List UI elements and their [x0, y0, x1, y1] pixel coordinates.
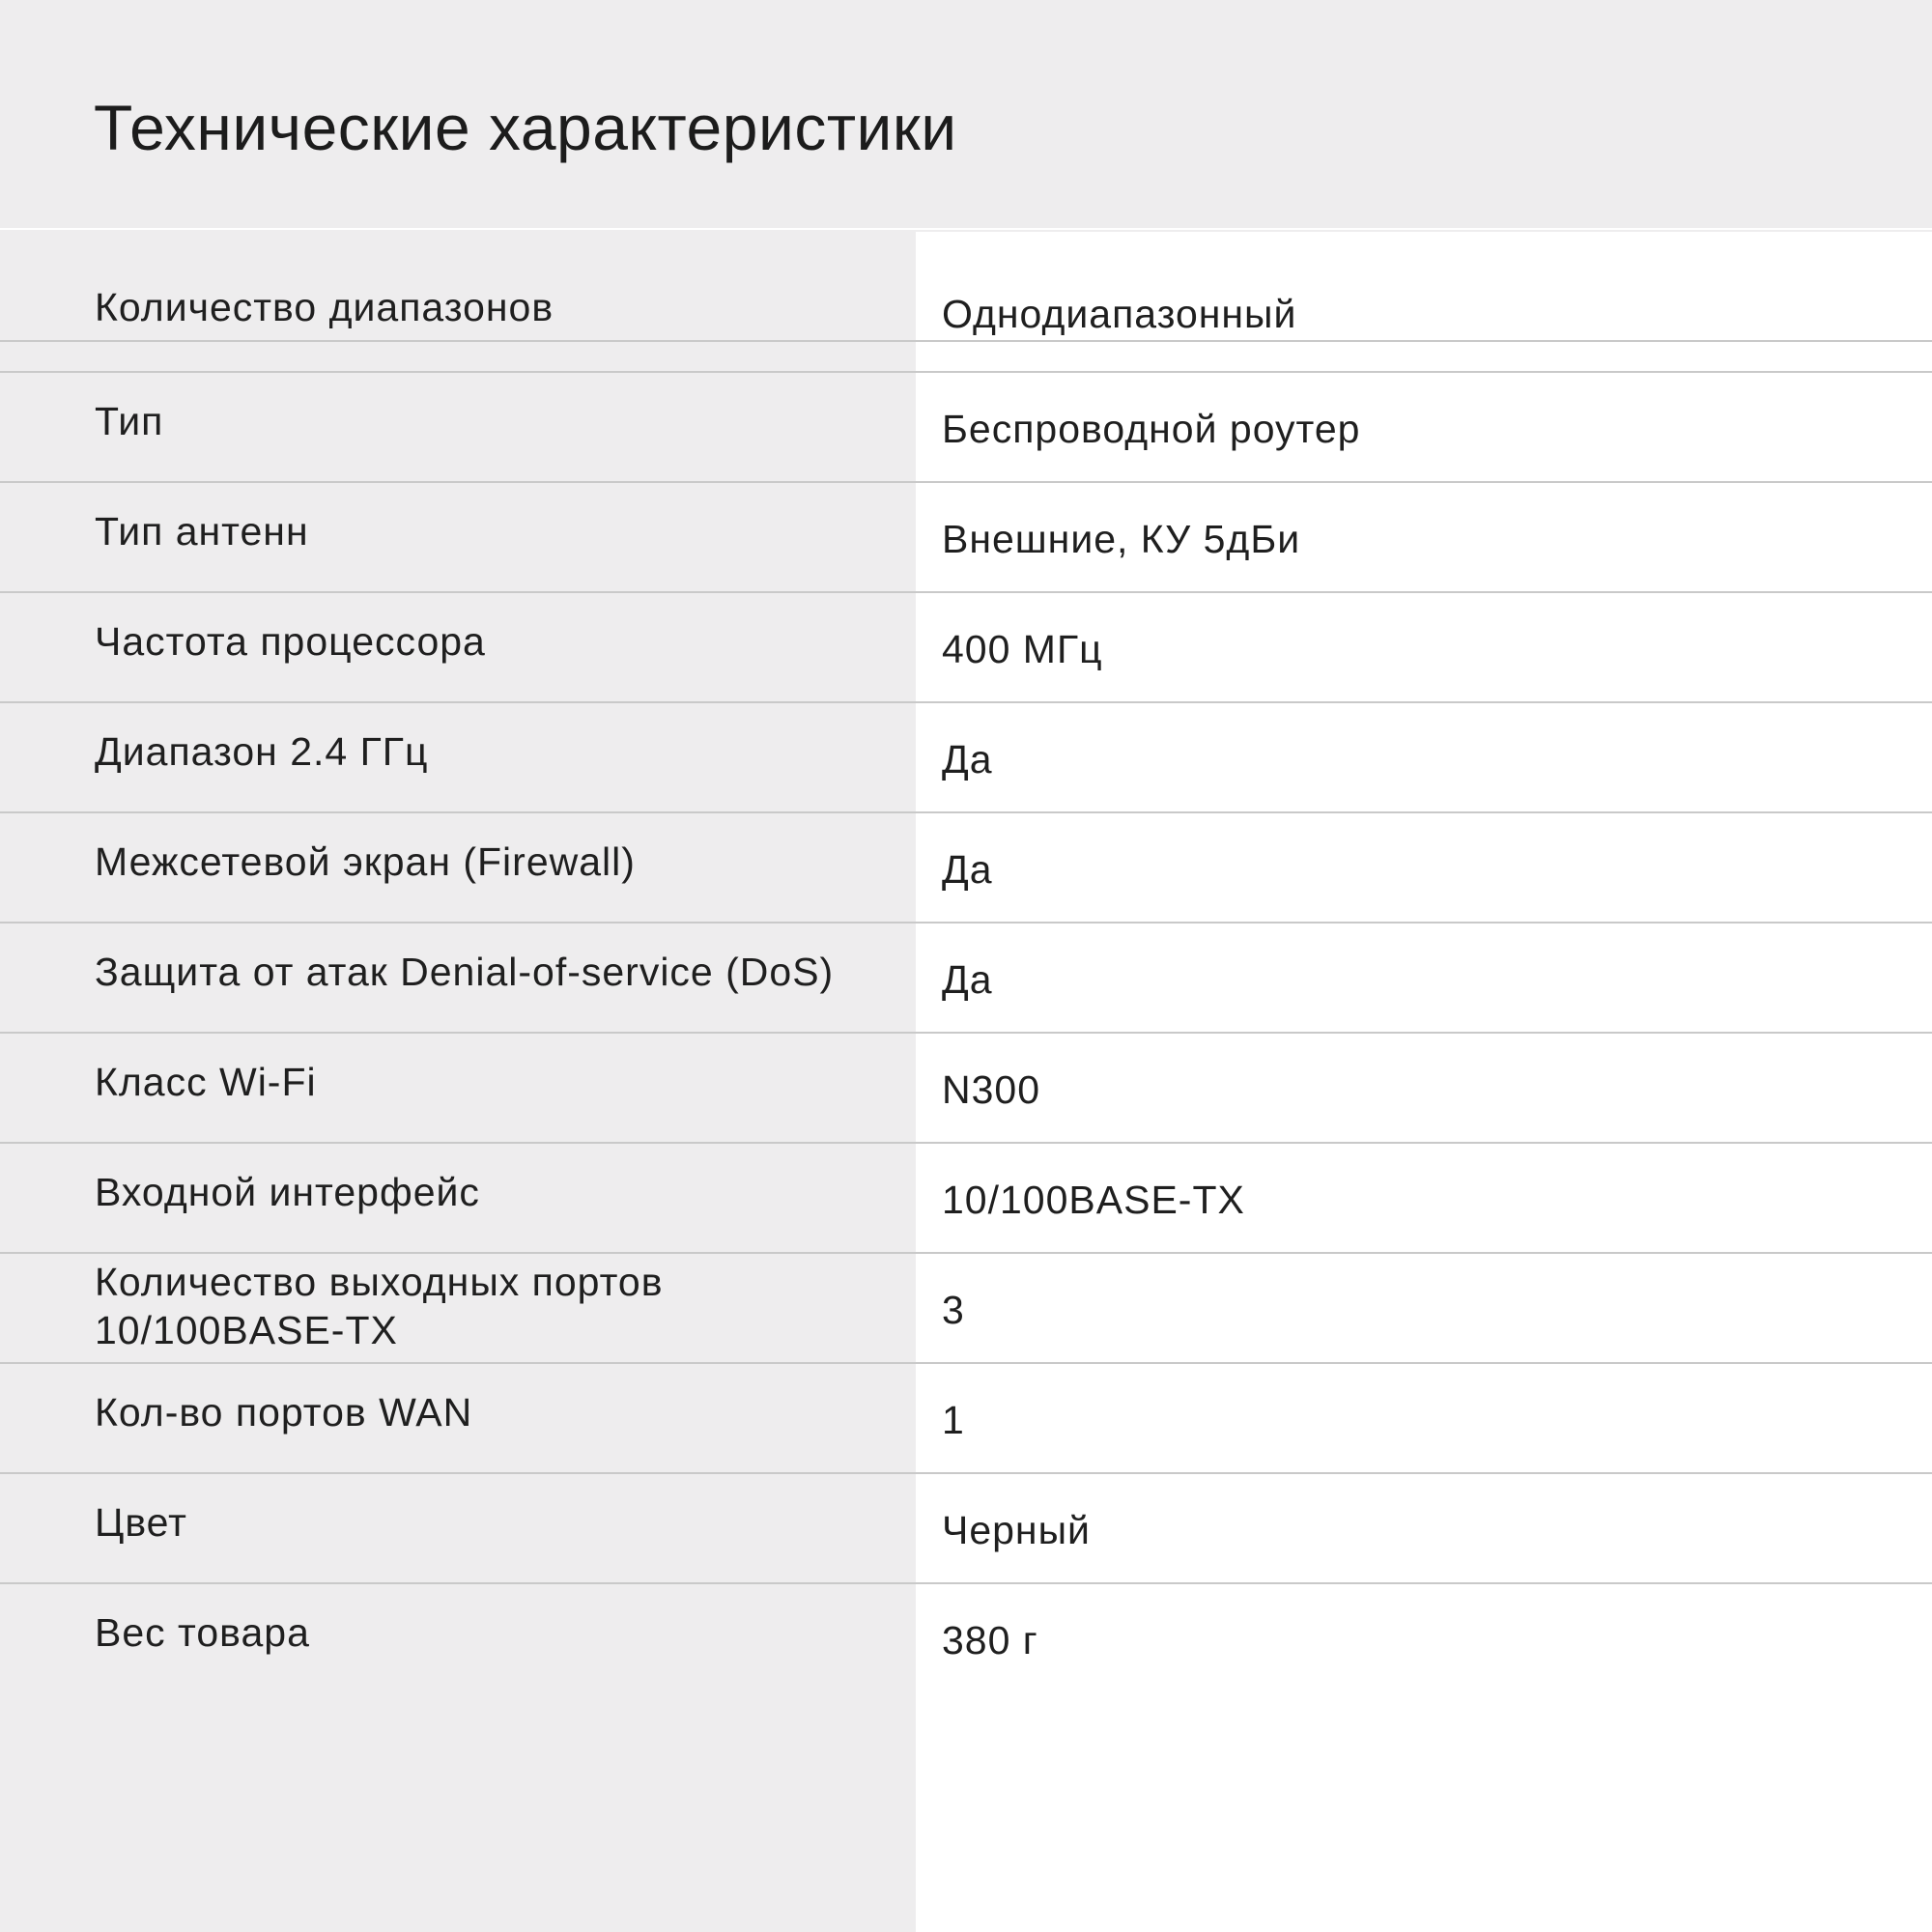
spec-label: Частота процессора: [95, 619, 486, 664]
spec-row: [0, 483, 1932, 593]
spec-value: Однодиапазонный: [942, 292, 1297, 336]
spec-row-divider: [0, 232, 1932, 373]
spec-label: Входной интерфейс: [95, 1170, 480, 1214]
spec-label: Количество диапазонов: [95, 285, 554, 329]
spec-label: Защита от атак Denial-of-service (DoS): [95, 950, 835, 994]
page-title: Технические характеристики: [94, 92, 957, 163]
spec-label: Класс Wi-Fi: [95, 1060, 317, 1104]
spec-row: [0, 1034, 1932, 1144]
spec-row: [0, 1254, 1932, 1364]
spec-label: Диапазон 2.4 ГГц: [95, 729, 429, 774]
spec-label: Количество выходных портов 10/100BASE-TX: [95, 1260, 664, 1352]
spec-value: Черный: [942, 1508, 1091, 1552]
spec-row: [0, 373, 1932, 483]
spec-row: [0, 1584, 1932, 1694]
spec-value: 3: [942, 1288, 965, 1332]
spec-value: Беспроводной роутер: [942, 407, 1361, 451]
spec-label: Кол-во портов WAN: [95, 1390, 473, 1435]
spec-value: 400 МГц: [942, 627, 1103, 671]
spec-value: 10/100BASE-TX: [942, 1178, 1245, 1222]
spec-value: Да: [942, 847, 993, 892]
spec-row: [0, 813, 1932, 923]
page-header: [0, 0, 1932, 230]
spec-label: Межсетевой экран (Firewall): [95, 839, 636, 884]
spec-label: Вес товара: [95, 1610, 310, 1655]
spec-value: Да: [942, 957, 993, 1002]
spec-row: [0, 1474, 1932, 1584]
spec-label: Цвет: [95, 1500, 187, 1545]
spec-row: [0, 1364, 1932, 1474]
spec-value: N300: [942, 1067, 1041, 1112]
spec-table: [0, 232, 1932, 1932]
spec-row: [0, 1144, 1932, 1254]
spec-row: [0, 593, 1932, 703]
spec-label: Тип: [95, 399, 164, 443]
spec-value: 380 г: [942, 1618, 1038, 1662]
spec-row: [0, 923, 1932, 1034]
spec-value: Внешние, КУ 5дБи: [942, 517, 1301, 561]
spec-value: 1: [942, 1398, 965, 1442]
spec-row: [0, 703, 1932, 813]
spec-label: Тип антенн: [95, 509, 309, 554]
spec-value: Да: [942, 737, 993, 781]
